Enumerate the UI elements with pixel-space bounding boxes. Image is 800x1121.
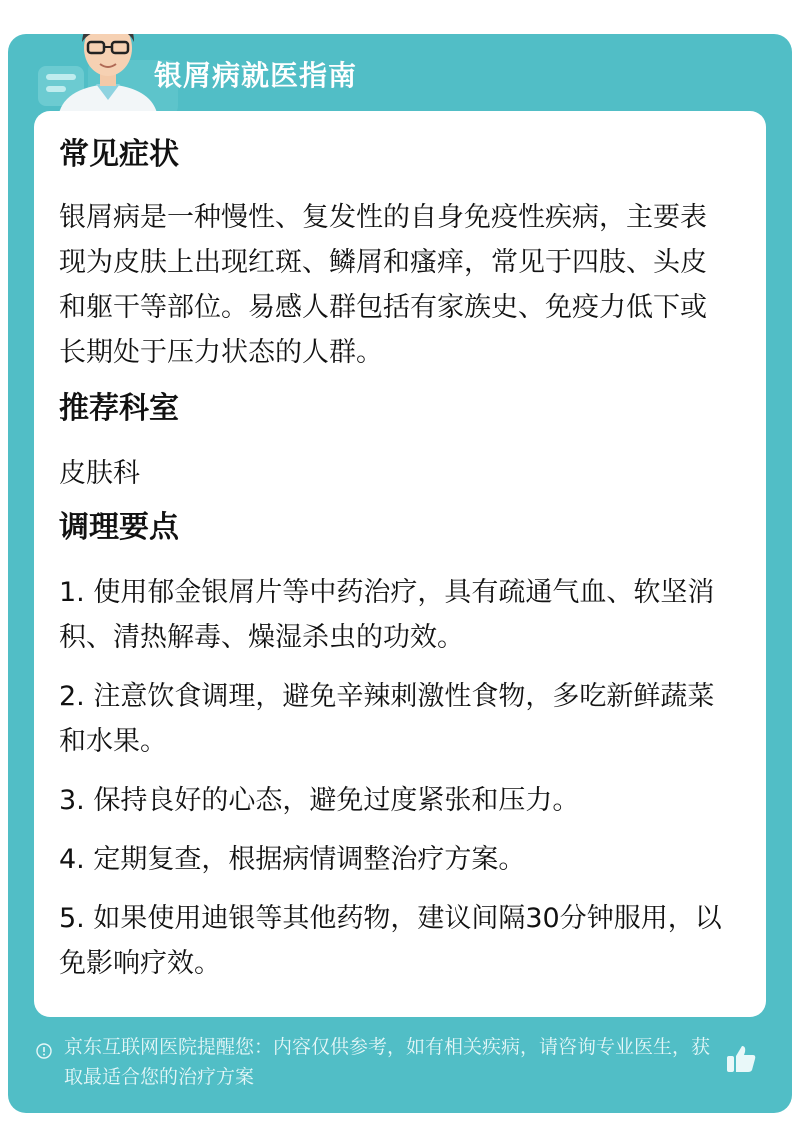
care-item: 3. 保持良好的心态，避免过度紧张和压力。 [59,785,580,816]
care-item: 4. 定期复查，根据病情调整治疗方案。 [59,844,526,875]
department-heading: 推荐科室 [59,391,179,426]
guide-panel [8,34,792,1113]
care-item: 5. 如果使用迪银等其他药物，建议间隔30分钟服用，以免影响疗效。 [59,903,722,979]
care-item: 1. 使用郁金银屑片等中药治疗，具有疏通气血、软坚消积、清热解毒、燥湿杀虫的功效。 [59,577,715,653]
page-title: 银屑病就医指南 [154,59,358,92]
doctor-avatar [48,34,168,118]
content-card [34,111,766,1017]
card-content [59,133,729,986]
department-text: 皮肤科 [59,458,140,489]
symptoms-text: 银屑病是一种慢性、复发性的自身免疫性疾病，主要表现为皮肤上出现红斑、鳞屑和瘙痒，常见于四肢、头皮和躯干等部位。易感人群包括有家族史、免疫力低下或长期处于压力状态的人群。 [59,202,707,368]
info-icon [36,1043,52,1059]
disclaimer-text: 京东互联网医院提醒您：内容仅供参考，如有相关疾病，请咨询专业医生，获取最适合您的治疗方案 [64,1036,711,1088]
thumbs-up-icon[interactable] [724,1042,758,1076]
care-item: 2. 注意饮食调理，避免辛辣刺激性食物，多吃新鲜蔬菜和水果。 [59,681,715,757]
care-heading: 调理要点 [59,510,179,545]
symptoms-heading: 常见症状 [59,137,179,172]
disclaimer-footer [36,1032,726,1092]
